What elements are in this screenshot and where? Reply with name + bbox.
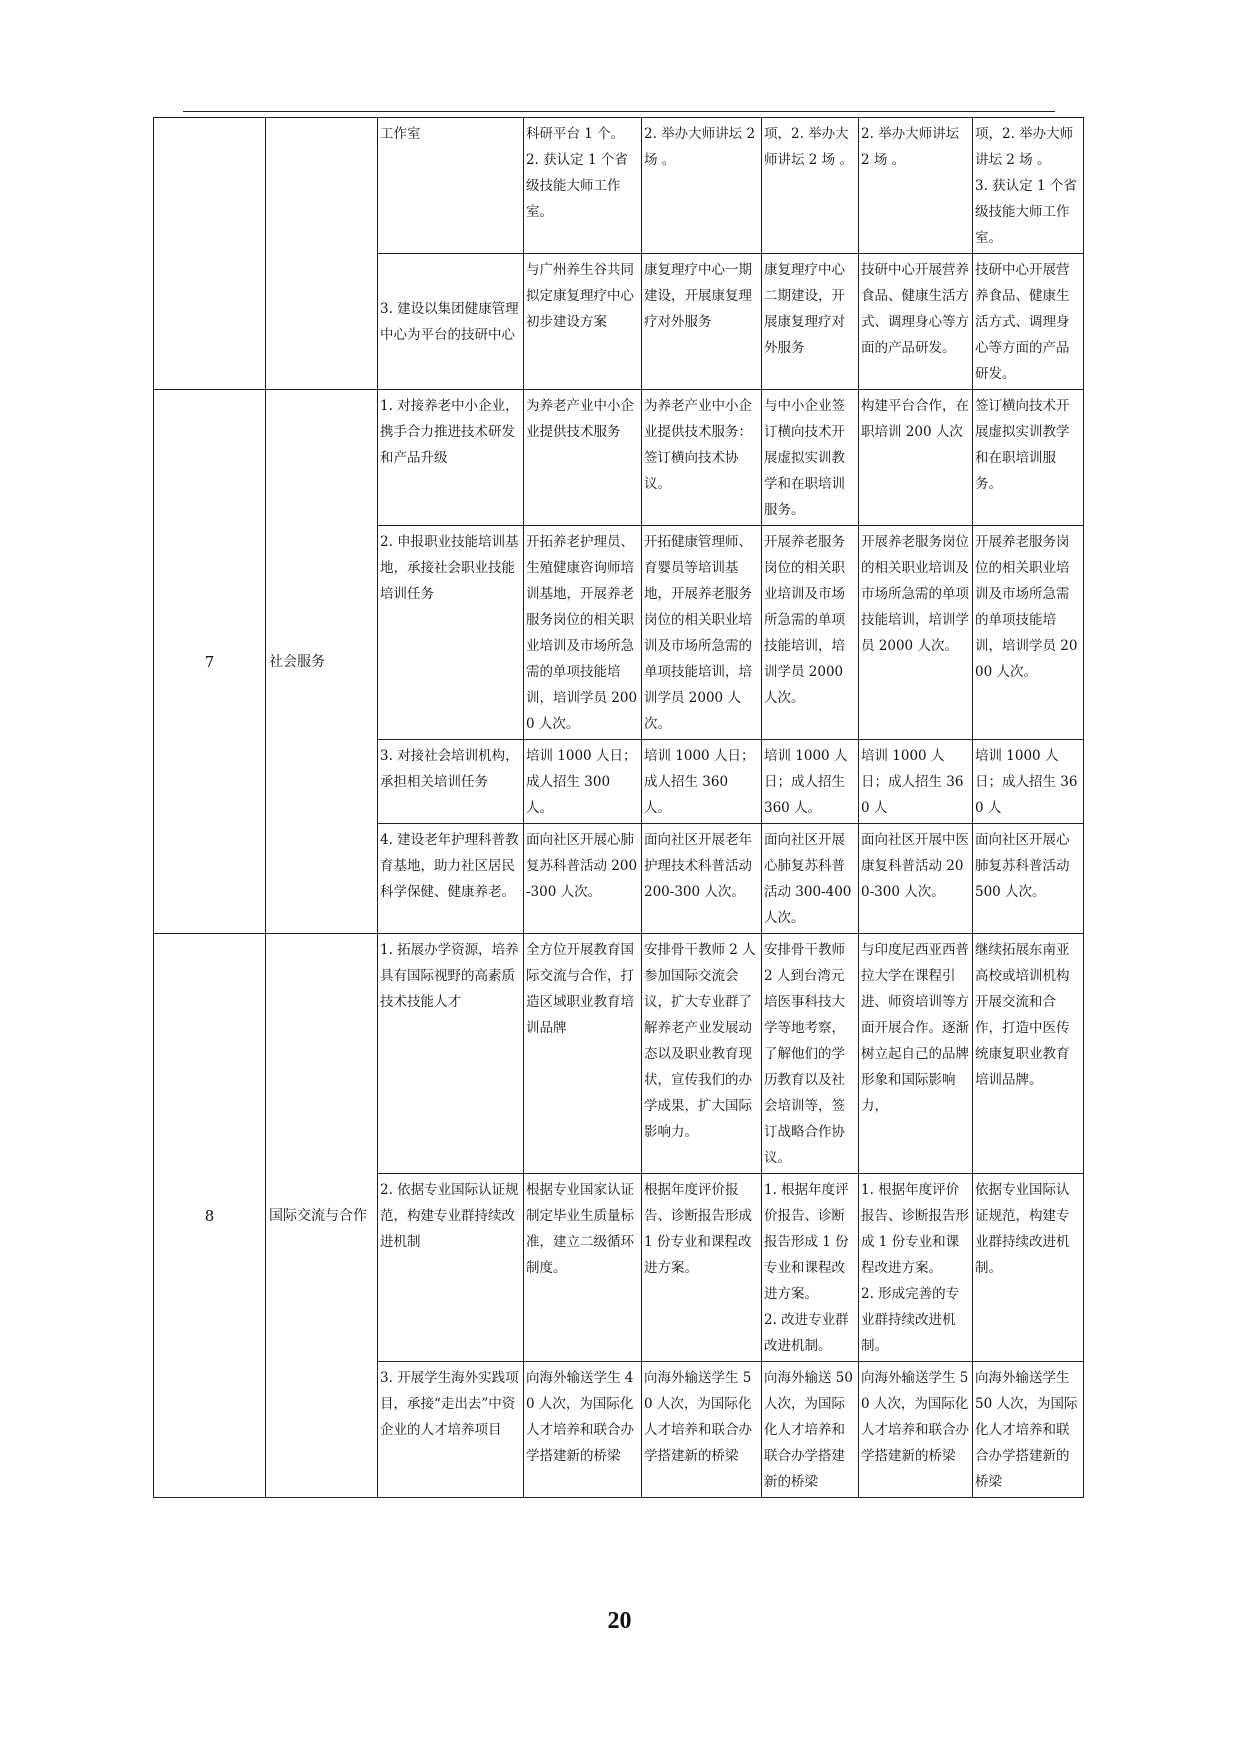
target-cell: 向海外输送学生 50 人次，为国际化人才培养和联合办学搭建新的桥梁 — [859, 1362, 973, 1498]
target-cell: 向海外输送学生 50 人次，为国际化人才培养和联合办学搭建新的桥梁 — [973, 1362, 1084, 1498]
task-cell: 2. 申报职业技能培训基地，承接社会职业技能培训任务 — [378, 526, 524, 740]
target-cell: 安排骨干教师 2 人到台湾元培医事科技大学等地考察，了解他们的学历教育以及社会培训等，签订战略合作协议。 — [762, 934, 859, 1174]
target-cell: 向海外输送学生 40 人次，为国际化人才培养和联合办学搭建新的桥梁 — [524, 1362, 642, 1498]
target-cell: 开展养老服务岗位的相关职业培训及市场所急需的单项技能培训，培训学员 2000 人次。 — [762, 526, 859, 740]
row-number: 8 — [154, 934, 266, 1498]
target-cell: 根据年度评价报告、诊断报告形成 1 份专业和课程改进方案。 — [642, 1174, 762, 1362]
page-number: 20 — [607, 1608, 632, 1634]
target-cell: 面向社区开展心肺复苏科普活动 300-400 人次。 — [762, 824, 859, 934]
table-row — [154, 934, 1084, 1174]
target-cell: 培训 1000 人日；成人招生 360 人 — [973, 740, 1084, 824]
table-row — [154, 390, 1084, 526]
target-cell: 根据专业国家认证制定毕业生质量标准，建立二级循环制度。 — [524, 1174, 642, 1362]
target-cell: 为养老产业中小企业提供技术服务 — [524, 390, 642, 526]
target-cell: 为养老产业中小企业提供技术服务：签订横向技术协议。 — [642, 390, 762, 526]
target-cell: 全方位开展教育国际交流与合作，打造区域职业教育培训品牌 — [524, 934, 642, 1174]
target-cell: 培训 1000 人日；成人招生 360 人。 — [762, 740, 859, 824]
target-cell: 面向社区开展心肺复苏科普活动 200-300 人次。 — [524, 824, 642, 934]
target-cell: 2. 举办大师讲坛 2 场 。 — [859, 118, 973, 254]
target-cell: 签订横向技术开展虚拟实训教学和在职培训服务。 — [973, 390, 1084, 526]
category-cell: 社会服务 — [266, 390, 378, 934]
table-row — [154, 118, 1084, 254]
target-cell: 技研中心开展营养食品、健康生活方式、调理身心等方面的产品研发。 — [973, 254, 1084, 390]
task-cell: 1. 拓展办学资源，培养具有国际视野的高素质技术技能人才 — [378, 934, 524, 1174]
target-cell: 与广州养生谷共同拟定康复理疗中心初步建设方案 — [524, 254, 642, 390]
task-cell: 工作室 — [378, 118, 524, 254]
target-cell: 安排骨干教师 2 人参加国际交流会议，扩大专业群了解养老产业发展动态以及职业教育现状，宣传我们的办学成果，扩大国际影响力。 — [642, 934, 762, 1174]
target-cell: 开展养老服务岗位的相关职业培训及市场所急需的单项技能培训，培训学员 2000 人次。 — [973, 526, 1084, 740]
task-cell: 3. 开展学生海外实践项目，承接“走出去”中资企业的人才培养项目 — [378, 1362, 524, 1498]
target-cell: 向海外输送学生 50 人次，为国际化人才培养和联合办学搭建新的桥梁 — [642, 1362, 762, 1498]
task-cell: 2. 依据专业国际认证规范，构建专业群持续改进机制 — [378, 1174, 524, 1362]
target-cell: 与印度尼西亚西普拉大学在课程引进、师资培训等方面开展合作。逐渐树立起自己的品牌形象和国际影响力， — [859, 934, 973, 1174]
target-cell: 项，2. 举办大师讲坛 2 场 。 — [762, 118, 859, 254]
target-cell: 技研中心开展营养食品、健康生活方式、调理身心等方面的产品研发。 — [859, 254, 973, 390]
target-cell: 科研平台 1 个。 2. 获认定 1 个省级技能大师工作室。 — [524, 118, 642, 254]
category-cell: 国际交流与合作 — [266, 934, 378, 1498]
category-cell — [266, 118, 378, 390]
target-cell: 1. 根据年度评价报告、诊断报告形成 1 份专业和课程改进方案。 2. 改进专业群改进机制。 — [762, 1174, 859, 1362]
target-cell: 康复理疗中心二期建设，开展康复理疗对外服务 — [762, 254, 859, 390]
task-cell: 3. 建设以集团健康管理中心为平台的技研中心 — [378, 254, 524, 390]
target-cell: 2. 举办大师讲坛 2 场 。 — [642, 118, 762, 254]
target-cell: 康复理疗中心一期建设，开展康复理疗对外服务 — [642, 254, 762, 390]
target-cell: 与中小企业签订横向技术开展虚拟实训教学和在职培训服务。 — [762, 390, 859, 526]
target-cell: 开拓健康管理师、育婴员等培训基地，开展养老服务岗位的相关职业培训及市场所急需的单项技能培训，培训学员 2000 人次。 — [642, 526, 762, 740]
header-rule — [183, 111, 1055, 112]
target-cell: 面向社区开展中医康复科普活动 200-300 人次。 — [859, 824, 973, 934]
target-cell: 培训 1000 人日；成人招生 360 人 — [859, 740, 973, 824]
target-cell: 面向社区开展老年护理技术科普活动 200-300 人次。 — [642, 824, 762, 934]
target-cell: 项，2. 举办大师讲坛 2 场 。 3. 获认定 1 个省级技能大师工作室。 — [973, 118, 1084, 254]
target-cell: 面向社区开展心肺复苏科普活动 500 人次。 — [973, 824, 1084, 934]
row-number: 7 — [154, 390, 266, 934]
target-cell: 继续拓展东南亚高校或培训机构开展交流和合作，打造中医传统康复职业教育培训品牌。 — [973, 934, 1084, 1174]
target-cell: 开拓养老护理员、生殖健康咨询师培训基地，开展养老服务岗位的相关职业培训及市场所急需的单项技能培训，培训学员 2000 人次。 — [524, 526, 642, 740]
target-cell: 构建平台合作，在职培训 200 人次 — [859, 390, 973, 526]
target-cell: 向海外输送 50 人次，为国际化人才培养和联合办学搭建新的桥梁 — [762, 1362, 859, 1498]
task-table — [153, 117, 1084, 1498]
task-cell: 4. 建设老年护理科普教育基地，助力社区居民科学保健、健康养老。 — [378, 824, 524, 934]
row-number — [154, 118, 266, 390]
target-cell: 培训 1000 人日；成人招生 300 人。 — [524, 740, 642, 824]
target-cell: 开展养老服务岗位的相关职业培训及市场所急需的单项技能培训，培训学员 2000 人次。 — [859, 526, 973, 740]
task-cell: 3. 对接社会培训机构，承担相关培训任务 — [378, 740, 524, 824]
target-cell: 1. 根据年度评价报告、诊断报告形成 1 份专业和课程改进方案。 2. 形成完善的专业群持续改进机制。 — [859, 1174, 973, 1362]
target-cell: 培训 1000 人日；成人招生 360 人。 — [642, 740, 762, 824]
task-cell: 1. 对接养老中小企业，携手合力推进技术研发和产品升级 — [378, 390, 524, 526]
target-cell: 依据专业国际认证规范，构建专业群持续改进机制。 — [973, 1174, 1084, 1362]
